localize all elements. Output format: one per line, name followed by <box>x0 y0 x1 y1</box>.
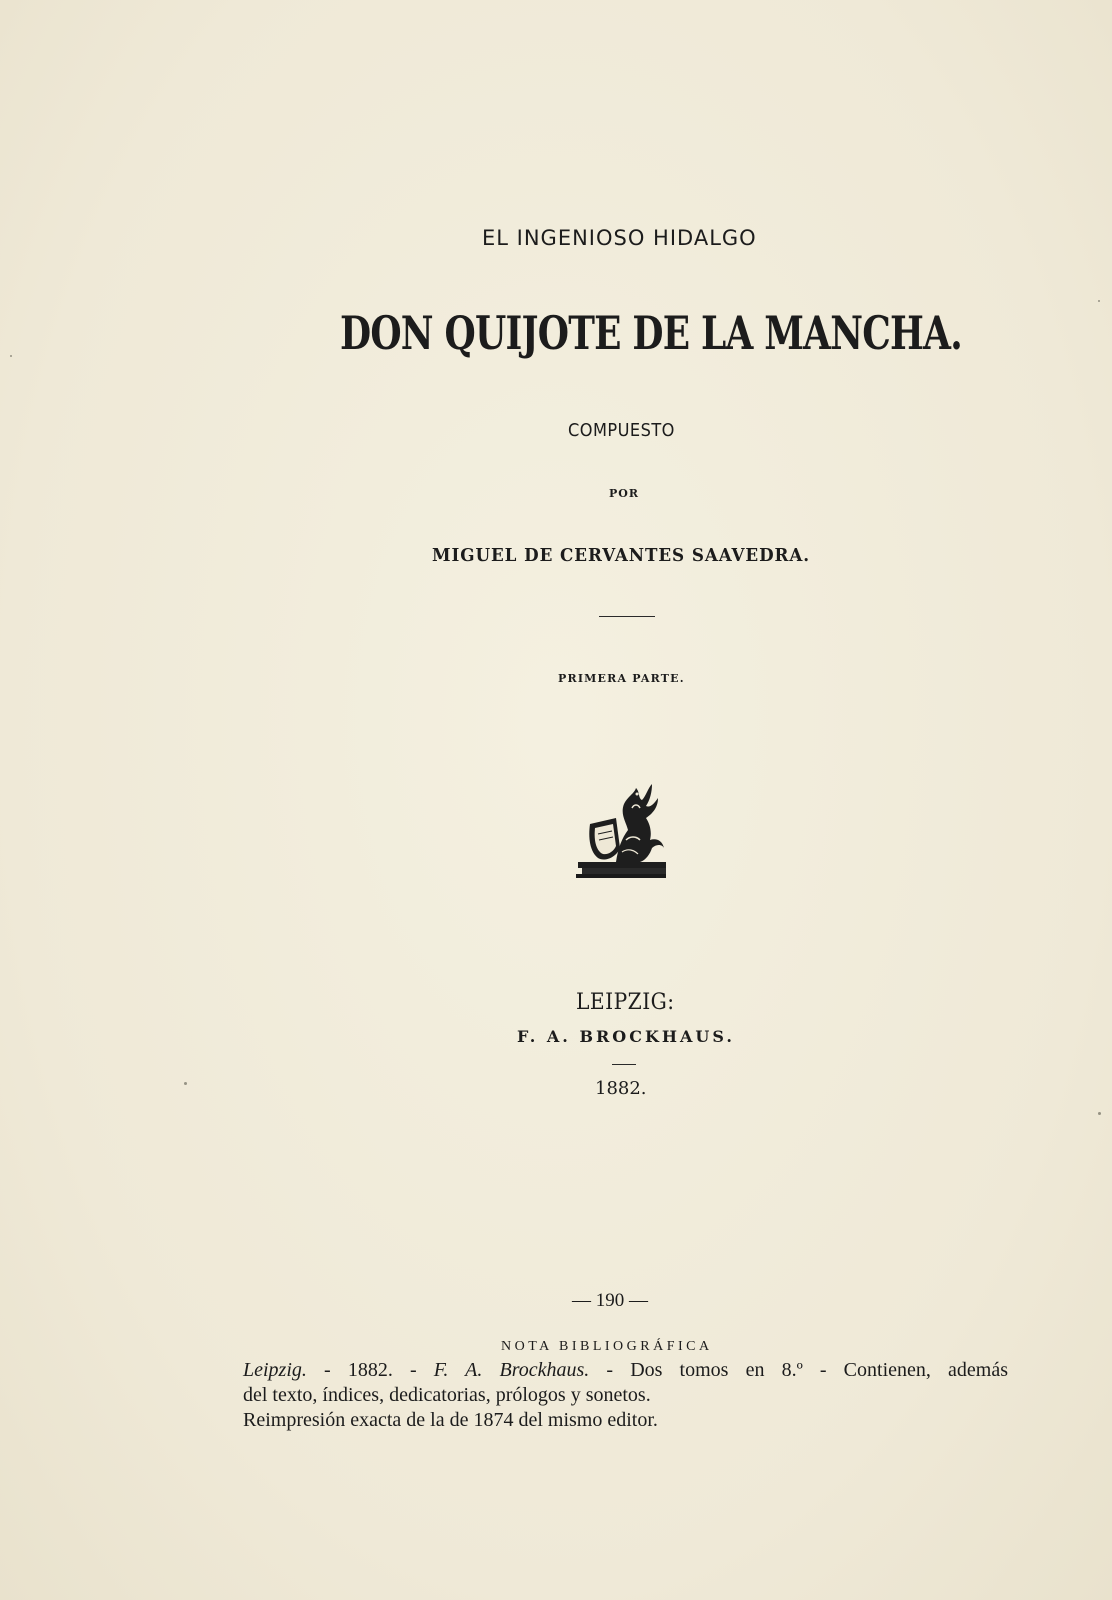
author-name: MIGUEL DE CERVANTES SAAVEDRA. <box>432 545 811 566</box>
griffin-printers-mark-icon <box>576 778 672 882</box>
note-place: Leipzig. <box>243 1359 307 1381</box>
by-label: POR <box>609 487 639 500</box>
bibliographic-note <box>243 1358 1008 1433</box>
note-line-3: Reimpresión exacta de la de 1874 del mismo editor. <box>243 1409 658 1431</box>
note-line-1 <box>243 1358 1008 1383</box>
paper-speck <box>184 1082 187 1085</box>
part-label: PRIMERA PARTE. <box>558 672 685 685</box>
page-number: — 190 — <box>572 1290 648 1311</box>
composed-label: COMPUESTO <box>568 420 675 441</box>
paper-speck <box>1098 1112 1101 1115</box>
bibliographic-note-heading: NOTA BIBLIOGRÁFICA <box>501 1339 713 1354</box>
note-publisher: F. A. Brockhaus. <box>433 1359 590 1381</box>
publisher-name: F. A. BROCKHAUS. <box>517 1027 735 1046</box>
publication-year: 1882. <box>595 1078 647 1099</box>
imprint-divider <box>612 1064 636 1065</box>
subtitle: EL INGENIOSO HIDALGO <box>482 226 757 250</box>
title-divider <box>599 616 655 617</box>
paper-speck <box>10 355 12 357</box>
note-description: - Dos tomos en 8.º - Contienen, además <box>589 1359 1008 1381</box>
note-year: - 1882. - <box>306 1359 434 1381</box>
book-title: DON QUIJOTE DE LA MANCHA. <box>340 306 962 360</box>
note-line-2: del texto, índices, dedicatorias, prólogos y sonetos. <box>243 1384 651 1406</box>
publication-city: LEIPZIG: <box>576 990 675 1015</box>
paper-speck <box>1098 300 1100 302</box>
